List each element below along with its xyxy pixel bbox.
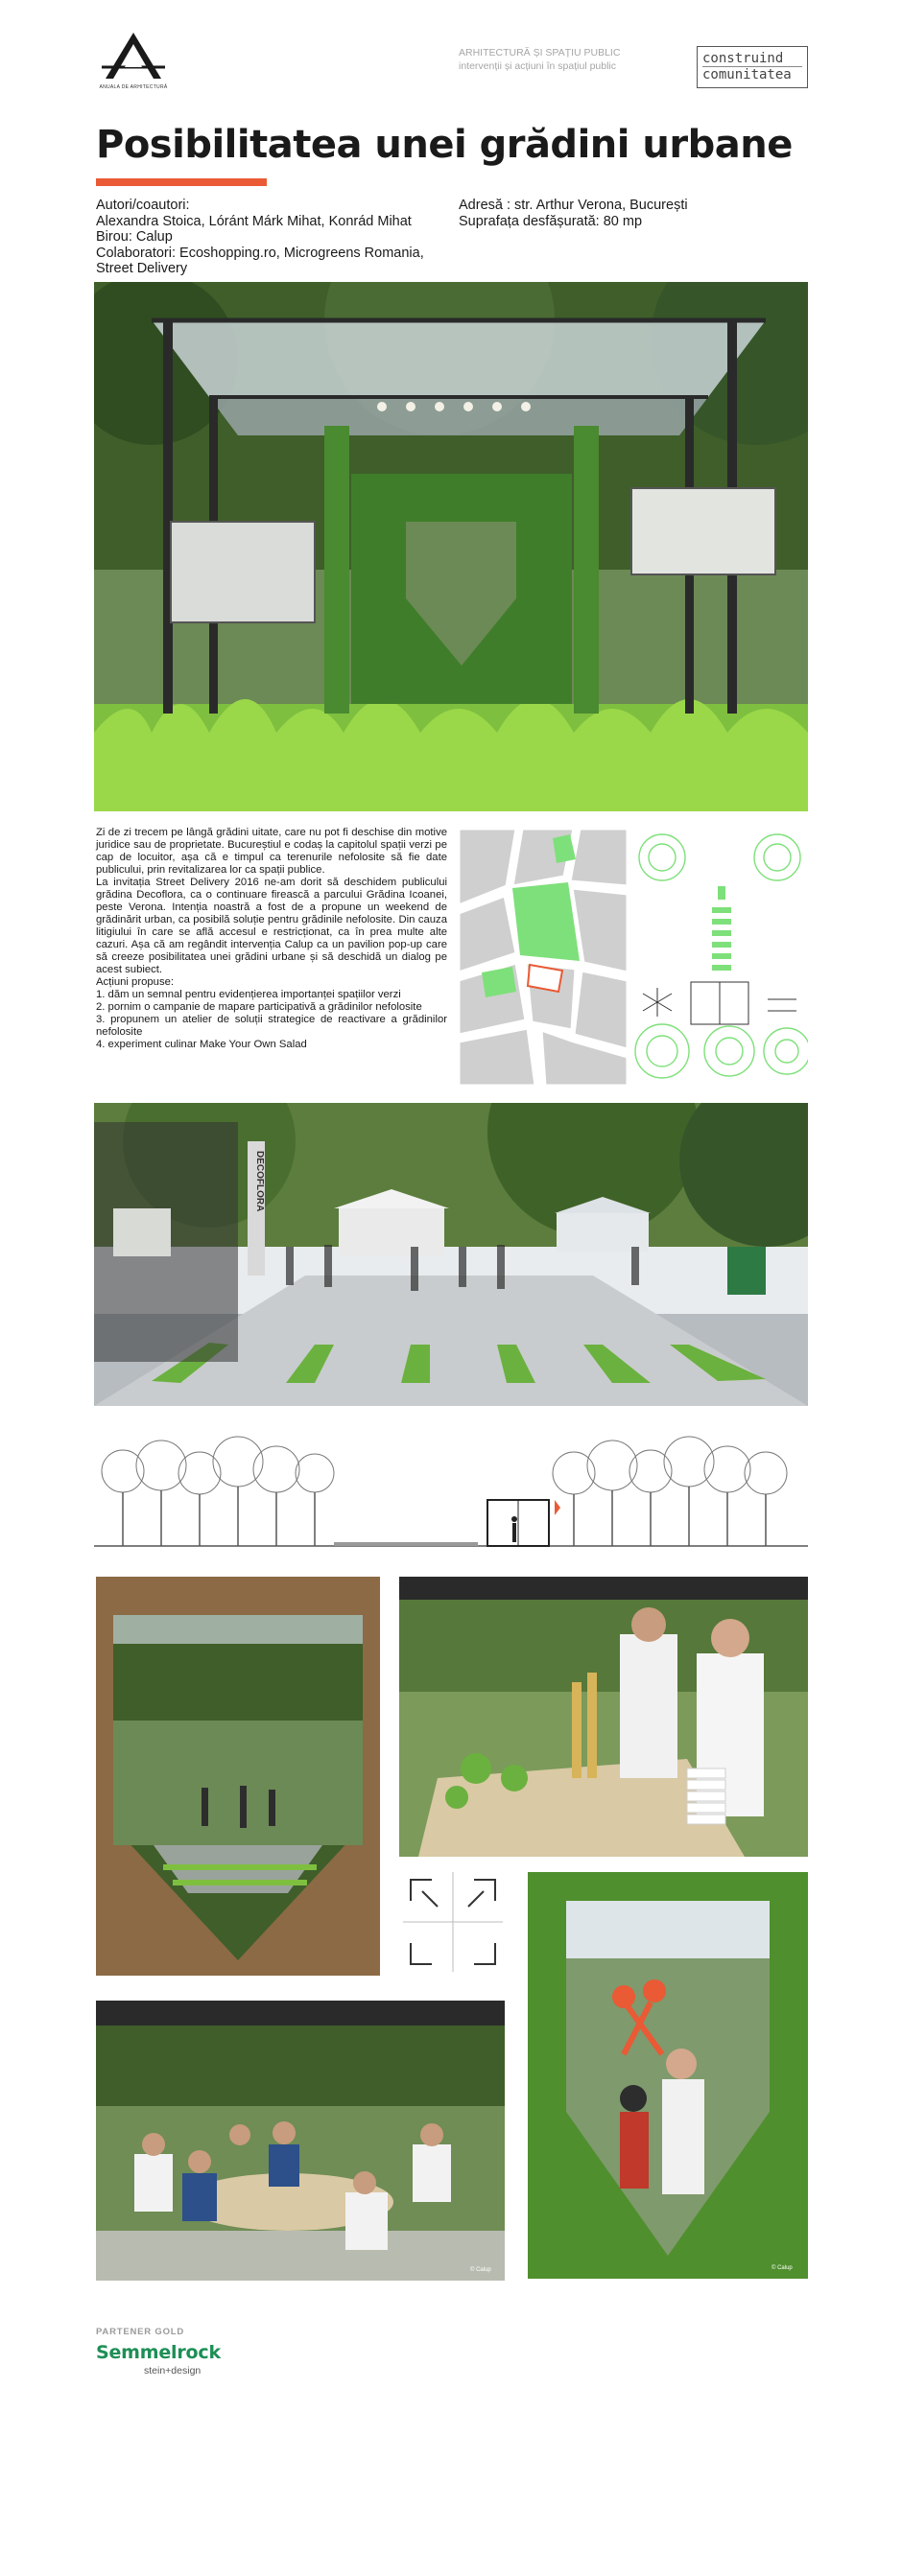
collaborators: Colaboratori: Ecoshopping.ro, Microgreens Romania, Street Delivery: [96, 245, 424, 276]
office: Birou: Calup: [96, 229, 173, 245]
street-sign-text: DECOFLORA: [254, 1151, 265, 1212]
annual-logo: [96, 31, 171, 92]
partner-label: PARTENER GOLD: [96, 2327, 185, 2337]
logo-caption: ANUALA DE ARHITECTURĂ: [99, 84, 168, 90]
series-logo: [697, 46, 808, 88]
sponsor-logo-tagline: stein+design: [144, 2365, 202, 2377]
project-description: [96, 827, 447, 1051]
action-item: 1. dăm un semnal pentru evidențierea importanței spațiilor verzi: [96, 989, 401, 1000]
photo-credit: © Calup: [771, 2265, 793, 2271]
project-credits: [96, 198, 453, 277]
action-item: 4. experiment culinar Make Your Own Salad: [96, 1039, 307, 1050]
area: Suprafața desfășurată: 80 mp: [459, 213, 643, 229]
series-logo-line1: construind: [702, 51, 802, 67]
photo-credit: © Calup: [470, 2267, 491, 2273]
authors-label: Autori/coautori:: [96, 198, 190, 213]
hero-photo-pavilion: [94, 282, 808, 811]
action-item: 2. pornim o campanie de mapare participativă a grădinilor nefolosite: [96, 1001, 422, 1013]
sponsor-logo-name: Semmelrock: [96, 2342, 221, 2363]
street-elevation-drawing: [94, 1423, 808, 1563]
site-map: [459, 829, 628, 1086]
series-title: ARHITECTURĂ ȘI SPAȚIU PUBLIC: [459, 47, 621, 59]
street-event-photo: [94, 1103, 808, 1406]
series-heading: [459, 46, 620, 73]
participatory-workshop-photo: [96, 2001, 505, 2281]
address: Adresă : str. Arthur Verona, București: [459, 198, 688, 213]
description-paragraph: Zi de zi trecem pe lângă grădini uitate, care nu pot fi deschise din motive juridice sau de proprietate. Bucureștiul e codaș la capitolul spații verzi pe cap de locuitor, așa că e timpul ca terenurile nefolosite să fie date publicului, prin revitalizarea lor ca spații publice.: [96, 827, 447, 876]
wooden-heart-frame-photo: [96, 1577, 380, 1976]
series-logo-line2: comunitatea: [702, 67, 792, 82]
architecture-a-icon: [96, 31, 171, 82]
action-item: 3. propunem un atelier de soluții strategice de reactivare a grădinilor nefolosite: [96, 1014, 447, 1038]
title-accent-bar: [96, 178, 267, 186]
pavilion-plan-diagram: [633, 829, 808, 1086]
project-location: [459, 198, 804, 229]
authors: Alexandra Stoica, Lóránt Márk Mihat, Konrád Mihat: [96, 213, 412, 229]
series-subtitle: intervenții și acțiuni în spațiul public: [459, 60, 617, 72]
salad-workshop-photo: [399, 1577, 808, 1857]
description-paragraph: La invitația Street Delivery 2016 ne-am dorit să deschidem publicului grădina Decoflora, ca o continuare firească a parcului Grădina Icoanei, peste Verona. Intenția noastră a fost de a propune un weekend de grădinărit urban, ca posibilă soluție pentru grădinile nefolosite. Din cauza litigiului în care se află accesul e restricționat, ca în prea multe alte cazuri. Așa că am regândit intervenția Calup ca un pavilion pop-up care să creeze posibilitatea unei grădini urbane și să deschidă un dialog pe acest subiect.: [96, 877, 447, 975]
page-title: Posibilitatea unei grădini urbane: [96, 123, 793, 167]
green-heart-frame-photo: [528, 1872, 808, 2279]
actions-title: Acțiuni propuse:: [96, 976, 175, 988]
frame-detail-diagram: [403, 1872, 503, 1972]
